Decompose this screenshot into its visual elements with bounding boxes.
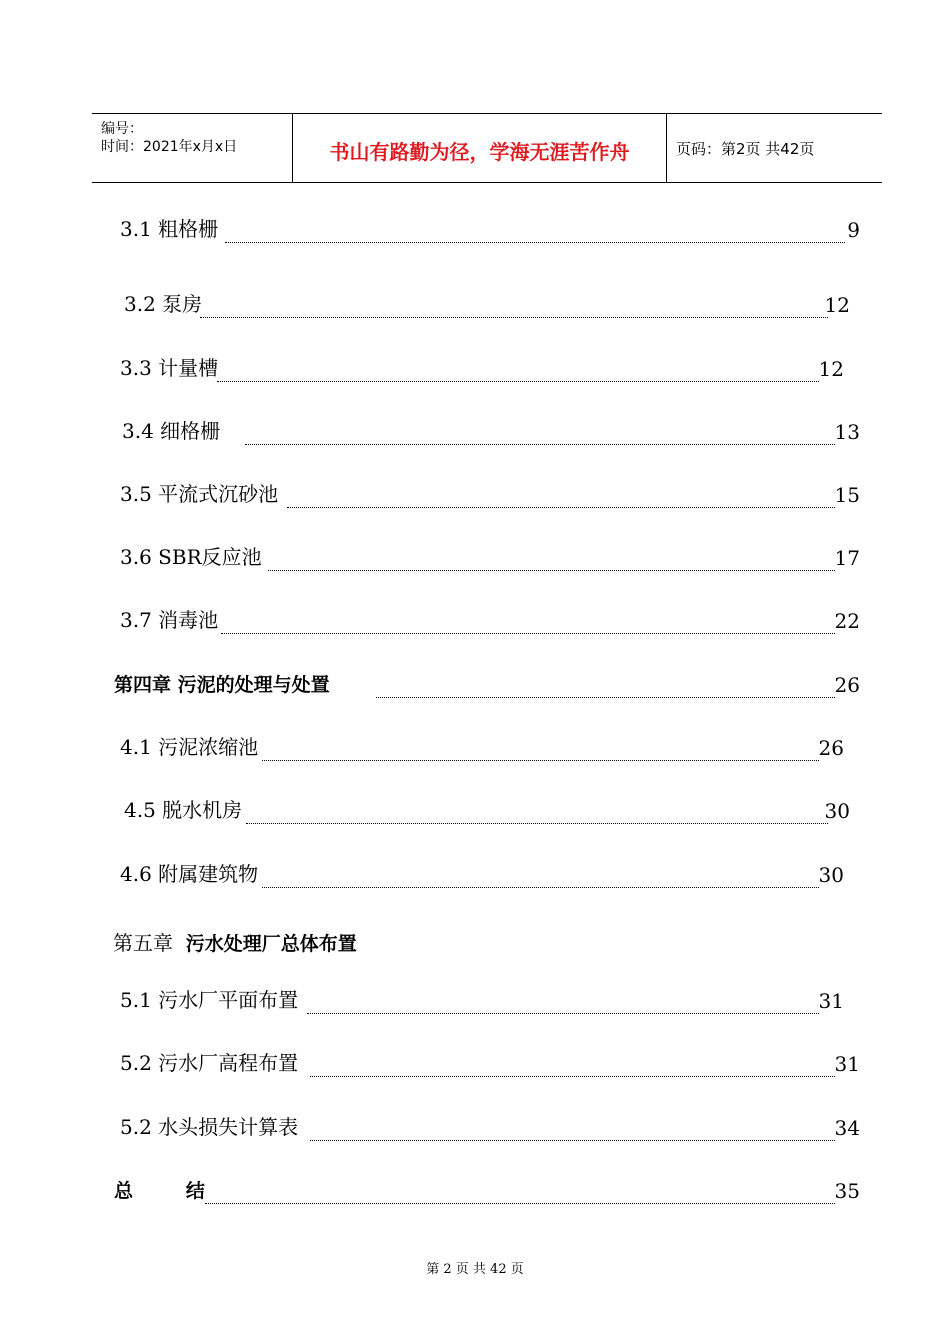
toc-entry[interactable] xyxy=(120,215,860,245)
toc-leader xyxy=(262,887,819,888)
header-page-cell xyxy=(666,114,882,182)
toc-page: 9 xyxy=(847,218,860,242)
toc-entry[interactable] xyxy=(122,417,860,447)
toc-entry[interactable] xyxy=(124,796,850,826)
toc-leader xyxy=(287,507,835,508)
toc-leader xyxy=(225,242,845,243)
toc-page: 13 xyxy=(834,420,860,444)
toc-entry[interactable] xyxy=(120,733,844,763)
toc-entry[interactable] xyxy=(120,1113,860,1143)
toc-label: 总 结 xyxy=(114,1176,207,1203)
toc-page: 12 xyxy=(818,357,844,381)
toc-label: 第四章 污泥的处理与处置 xyxy=(114,670,332,697)
toc-entry[interactable] xyxy=(120,1049,860,1079)
page-header xyxy=(92,113,882,183)
toc-label: 3.2 泵房 xyxy=(124,288,204,317)
header-meta xyxy=(92,114,292,182)
toc-entry[interactable] xyxy=(120,543,860,573)
toc-leader xyxy=(221,633,835,634)
toc-page: 12 xyxy=(824,293,850,317)
toc-page: 15 xyxy=(834,483,860,507)
chapter5-prefix: 第五章 xyxy=(113,931,173,955)
page-footer: 第 2 页 共 42 页 xyxy=(426,1262,524,1277)
toc-label: 3.4 细格栅 xyxy=(122,415,222,444)
toc-entry[interactable] xyxy=(120,606,860,636)
toc-label: 3.3 计量槽 xyxy=(120,352,220,381)
toc-page: 17 xyxy=(834,546,860,570)
toc-page: 31 xyxy=(834,1052,860,1076)
chapter5-title: 污水处理厂总体布置 xyxy=(185,933,357,955)
toc-entry[interactable] xyxy=(120,480,860,510)
toc-leader xyxy=(307,1013,819,1014)
serial-label: 编号： xyxy=(101,121,143,137)
toc-entry[interactable] xyxy=(124,290,850,320)
toc-page: 35 xyxy=(834,1179,860,1203)
toc-leader xyxy=(376,697,835,698)
toc-leader xyxy=(245,444,835,445)
toc-label: 5.2 水头损失计算表 xyxy=(120,1111,300,1140)
toc-leader xyxy=(200,317,828,318)
toc-page: 34 xyxy=(834,1116,860,1140)
toc-label: 5.2 污水厂高程布置 xyxy=(120,1047,300,1076)
toc-leader xyxy=(246,823,828,824)
toc-label: 3.5 平流式沉砂池 xyxy=(120,478,280,507)
header-motto-cell xyxy=(292,114,667,182)
toc-entry[interactable] xyxy=(114,1176,860,1206)
toc-label: 4.1 污泥浓缩池 xyxy=(120,731,260,760)
toc-page: 30 xyxy=(818,863,844,887)
toc-label: 4.6 附属建筑物 xyxy=(120,858,260,887)
toc-label: 3.1 粗格栅 xyxy=(120,213,220,242)
toc-label: 4.5 脱水机房 xyxy=(124,794,244,823)
toc-label: 3.7 消毒池 xyxy=(120,604,220,633)
toc-page: 26 xyxy=(834,673,860,697)
toc-leader xyxy=(217,381,819,382)
toc-page: 31 xyxy=(818,989,844,1013)
toc-entry[interactable] xyxy=(114,670,860,700)
toc-entry[interactable] xyxy=(120,860,844,890)
toc-label: 3.6 SBR反应池 xyxy=(120,541,264,570)
toc-page: 30 xyxy=(824,799,850,823)
toc-leader xyxy=(310,1140,835,1141)
toc-leader xyxy=(310,1076,835,1077)
toc-leader xyxy=(205,1203,835,1204)
toc-entry[interactable] xyxy=(120,354,844,384)
chapter5-heading xyxy=(113,927,357,956)
toc-page: 22 xyxy=(834,609,860,633)
toc-leader xyxy=(268,570,835,571)
toc-label: 5.1 污水厂平面布置 xyxy=(120,984,300,1013)
motto: 书山有路勤为径，学海无涯苦作舟 xyxy=(329,140,630,164)
toc-leader xyxy=(262,760,819,761)
time-label: 时间：2021年x月x日 xyxy=(101,139,238,155)
toc-entry[interactable] xyxy=(120,986,844,1016)
page-info: 页码：第2页 共42页 xyxy=(676,140,815,158)
toc-page: 26 xyxy=(818,736,844,760)
